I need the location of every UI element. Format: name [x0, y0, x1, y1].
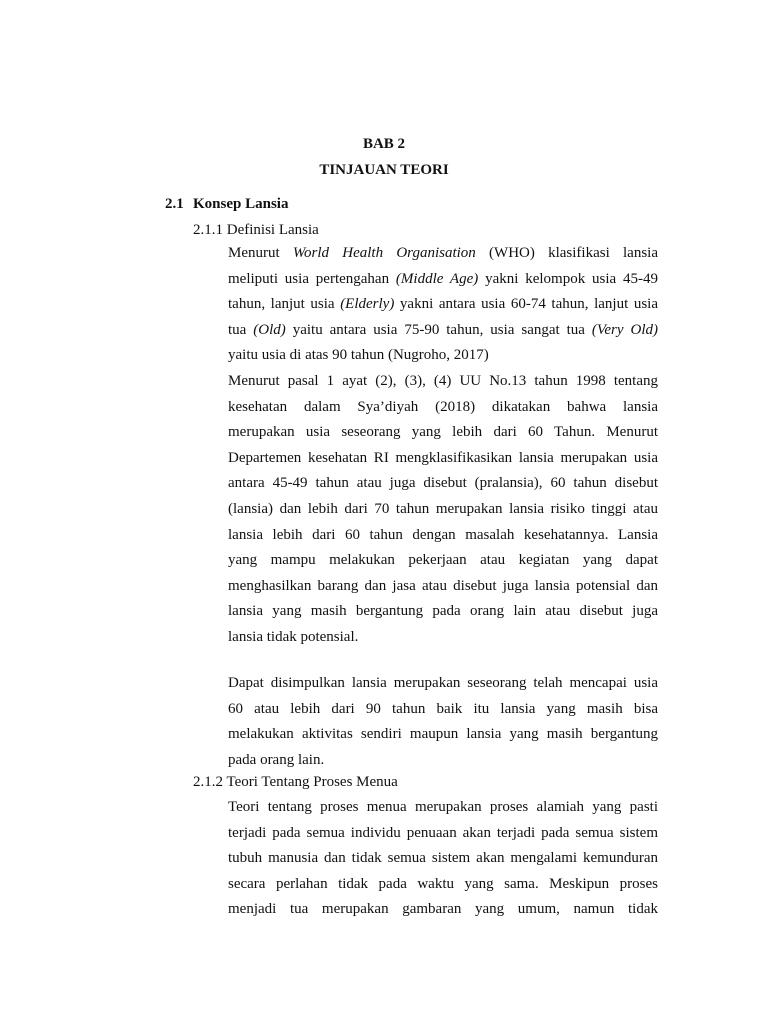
paragraph-line: Teori tentang proses menua merupakan proses alamiah yang pasti: [228, 799, 658, 815]
paragraph-line: pada orang lain.: [228, 751, 325, 768]
paragraph-line: yang mampu melakukan pekerjaan atau kegiatan yang dapat: [228, 552, 658, 569]
paragraph-line: terjadi pada semua individu penuaan akan terjadi pada semua sistem: [228, 824, 658, 841]
paragraph-line: Menurut pasal 1 ayat (2), (3), (4) UU No.13 tahun 1998 tentang: [228, 373, 658, 389]
paragraph-line: menghasilkan barang dan jasa atau disebut juga lansia potensial dan: [228, 577, 658, 594]
paragraph-line: Dapat disimpulkan lansia merupakan seseorang telah mencapai usia: [228, 675, 658, 691]
paragraph-uu: [228, 369, 658, 651]
paragraph-who: [228, 241, 658, 369]
paragraph-line: merupakan usia seseorang yang lebih dari 60 Tahun. Menurut: [228, 424, 658, 441]
paragraph-line: Menurut World Health Organisation (WHO) klasifikasi lansia: [228, 245, 658, 261]
paragraph-line: yaitu usia di atas 90 tahun (Nugroho, 2017): [228, 347, 489, 364]
paragraph-line: lansia yang masih bergantung pada orang lain atau disebut juga: [228, 603, 658, 620]
chapter-label: BAB 2: [362, 136, 406, 152]
paragraph-kesimpulan: [228, 671, 658, 773]
paragraph-line: Departemen kesehatan RI mengklasifikasikan lansia merupakan usia: [228, 449, 658, 466]
paragraph-line: 60 atau lebih dari 90 tahun baik itu lansia yang masih bisa: [228, 700, 658, 717]
section-title: Konsep Lansia: [193, 196, 289, 212]
paragraph-proses-menua: [228, 795, 658, 923]
paragraph-line: melakukan aktivitas sendiri maupun lansia yang masih bergantung: [228, 726, 658, 743]
paragraph-line: tubuh manusia dan tidak semua sistem akan mengalami kemunduran: [228, 850, 658, 867]
subsection-title-definisi: 2.1.1 Definisi Lansia: [193, 222, 319, 238]
paragraph-line: lansia lebih dari 60 tahun dengan masalah kesehatannya. Lansia: [228, 526, 658, 543]
paragraph-line: antara 45-49 tahun atau juga disebut (pralansia), 60 tahun disebut: [228, 475, 658, 492]
chapter-title: TINJAUAN TEORI: [319, 162, 449, 178]
paragraph-line: (lansia) dan lebih dari 70 tahun merupakan lansia risiko tinggi atau: [228, 500, 658, 517]
paragraph-line: menjadi tua merupakan gambaran yang umum, namun tidak: [228, 901, 658, 918]
paragraph-line: lansia tidak potensial.: [228, 628, 359, 645]
paragraph-line: secara perlahan tidak pada waktu yang sama. Meskipun proses: [228, 875, 658, 892]
paragraph-line: tua (Old) yaitu antara usia 75-90 tahun, usia sangat tua (Very Old): [228, 321, 658, 338]
subsection-title-proses-menua: 2.1.2 Teori Tentang Proses Menua: [193, 774, 398, 790]
section-number: 2.1: [165, 196, 184, 212]
paragraph-line: tahun, lanjut usia (Elderly) yakni antara usia 60-74 tahun, lanjut usia: [228, 296, 658, 313]
paragraph-line: kesehatan dalam Sya’diyah (2018) dikatakan bahwa lansia: [228, 398, 658, 415]
paragraph-line: meliputi usia pertengahan (Middle Age) yakni kelompok usia 45-49: [228, 270, 658, 287]
